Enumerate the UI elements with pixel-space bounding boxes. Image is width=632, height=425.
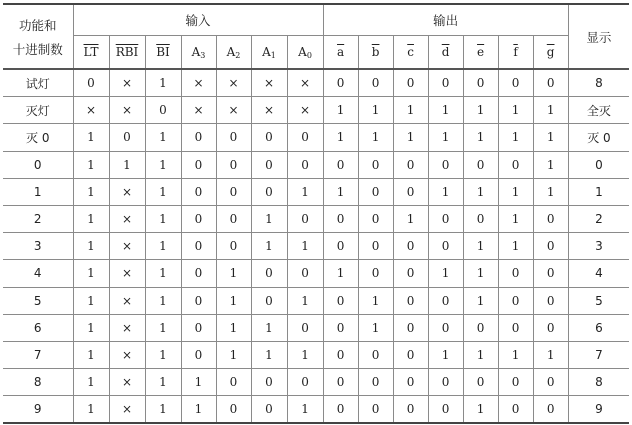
output-cell: 0: [533, 233, 568, 260]
output-cell: 1: [428, 260, 463, 287]
input-cell: 1: [251, 205, 287, 232]
input-cell: 1: [73, 314, 109, 341]
output-cell: 1: [463, 396, 498, 424]
input-cell: 1: [73, 178, 109, 205]
output-cell: 0: [358, 233, 393, 260]
output-signal-name: $\overline{b}$: [371, 45, 380, 59]
input-cell: ×: [73, 97, 109, 124]
input-group-header: 输入: [73, 4, 323, 36]
display-cell: 7: [568, 341, 629, 368]
input-cell: 0: [251, 124, 287, 151]
input-cell: 1: [287, 287, 323, 314]
function-header: [3, 4, 73, 69]
input-cell: ×: [109, 369, 145, 396]
output-cell: 0: [358, 341, 393, 368]
output-cell: 1: [533, 151, 568, 178]
display-cell: 5: [568, 287, 629, 314]
input-cell: 0: [287, 369, 323, 396]
display-cell: 8: [568, 369, 629, 396]
input-cell: 1: [181, 396, 216, 424]
input-cell: 0: [251, 287, 287, 314]
output-signal-header: [498, 36, 533, 70]
row-label: 9: [3, 396, 73, 424]
input-cell: 0: [145, 97, 181, 124]
output-cell: 0: [428, 287, 463, 314]
input-cell: 0: [181, 233, 216, 260]
display-cell: 4: [568, 260, 629, 287]
output-cell: 0: [428, 151, 463, 178]
output-cell: 0: [533, 314, 568, 341]
display-cell: 灭 0: [568, 124, 629, 151]
output-cell: 1: [393, 205, 428, 232]
display-cell: 全灭: [568, 97, 629, 124]
input-cell: 0: [216, 178, 251, 205]
output-cell: 0: [428, 396, 463, 424]
input-signal-subscript: 3: [200, 50, 206, 60]
row-label: 1: [3, 178, 73, 205]
input-cell: 0: [216, 151, 251, 178]
input-cell: 0: [287, 205, 323, 232]
output-cell: 1: [498, 124, 533, 151]
input-cell: 1: [287, 178, 323, 205]
output-cell: 1: [498, 97, 533, 124]
input-signal-name: $\overline{RBI}$: [115, 45, 139, 59]
output-cell: 1: [323, 260, 358, 287]
output-cell: 1: [463, 287, 498, 314]
output-cell: 1: [323, 124, 358, 151]
output-cell: 0: [428, 314, 463, 341]
input-signal-subscript: 1: [270, 50, 276, 60]
table-row: [3, 69, 629, 97]
input-cell: ×: [251, 69, 287, 97]
row-label: 灭灯: [3, 97, 73, 124]
display-cell: 2: [568, 205, 629, 232]
table-row: [3, 233, 629, 260]
input-cell: 1: [145, 205, 181, 232]
output-cell: 0: [393, 314, 428, 341]
output-group-header: 输出: [323, 4, 568, 36]
input-cell: 0: [181, 178, 216, 205]
input-signal-header: [109, 36, 145, 70]
input-cell: ×: [109, 233, 145, 260]
input-cell: 1: [73, 151, 109, 178]
input-cell: 1: [216, 287, 251, 314]
row-label: 5: [3, 287, 73, 314]
output-cell: 1: [463, 233, 498, 260]
output-cell: 0: [323, 233, 358, 260]
input-cell: 0: [251, 396, 287, 424]
input-signal-name: $\overline{BI}$: [156, 45, 170, 59]
output-cell: 0: [323, 396, 358, 424]
input-signal-name: A: [262, 44, 271, 59]
input-cell: 1: [145, 69, 181, 97]
output-cell: 0: [393, 341, 428, 368]
row-label: 0: [3, 151, 73, 178]
output-signal-name: $\overline{g}$: [546, 45, 555, 59]
display-cell: 3: [568, 233, 629, 260]
row-label: 3: [3, 233, 73, 260]
output-cell: 0: [498, 260, 533, 287]
input-signal-header: [251, 36, 287, 70]
input-cell: 1: [145, 260, 181, 287]
input-signal-header: [73, 36, 109, 70]
input-cell: ×: [109, 260, 145, 287]
input-cell: ×: [109, 205, 145, 232]
output-cell: 0: [358, 69, 393, 97]
output-cell: 0: [323, 69, 358, 97]
output-cell: 0: [533, 69, 568, 97]
input-cell: 1: [216, 260, 251, 287]
output-cell: 0: [533, 369, 568, 396]
input-signal-header: [216, 36, 251, 70]
input-cell: 1: [73, 205, 109, 232]
output-cell: 0: [533, 260, 568, 287]
table-row: [3, 178, 629, 205]
input-cell: 1: [73, 287, 109, 314]
output-cell: 1: [393, 124, 428, 151]
output-cell: 1: [533, 341, 568, 368]
row-label: 4: [3, 260, 73, 287]
input-cell: ×: [109, 69, 145, 97]
input-cell: 0: [251, 260, 287, 287]
input-cell: 0: [287, 124, 323, 151]
table-row: [3, 260, 629, 287]
output-cell: 0: [323, 287, 358, 314]
output-signal-name: $\overline{a}$: [337, 45, 345, 59]
output-cell: 0: [463, 369, 498, 396]
input-cell: 1: [73, 260, 109, 287]
input-cell: 0: [109, 124, 145, 151]
input-cell: 1: [145, 124, 181, 151]
input-signal-name: A: [298, 44, 307, 59]
input-cell: 1: [251, 341, 287, 368]
row-label: 灭 0: [3, 124, 73, 151]
output-cell: 0: [498, 369, 533, 396]
output-cell: 1: [323, 178, 358, 205]
output-signal-name: $\overline{d}$: [441, 45, 450, 59]
output-cell: 0: [498, 287, 533, 314]
output-cell: 0: [393, 396, 428, 424]
output-cell: 1: [463, 124, 498, 151]
output-cell: 1: [498, 178, 533, 205]
display-cell: 9: [568, 396, 629, 424]
output-cell: 0: [393, 151, 428, 178]
output-cell: 1: [358, 287, 393, 314]
input-cell: 1: [251, 233, 287, 260]
row-label: 试灯: [3, 69, 73, 97]
input-cell: 1: [216, 314, 251, 341]
output-cell: 0: [323, 369, 358, 396]
input-cell: 0: [181, 287, 216, 314]
input-cell: ×: [181, 69, 216, 97]
input-cell: 0: [287, 151, 323, 178]
display-cell: 8: [568, 69, 629, 97]
table-row: [3, 369, 629, 396]
output-cell: 1: [393, 97, 428, 124]
output-cell: 0: [323, 205, 358, 232]
input-cell: 1: [73, 369, 109, 396]
output-cell: 0: [498, 396, 533, 424]
input-cell: 0: [216, 205, 251, 232]
output-cell: 1: [358, 97, 393, 124]
output-cell: 0: [358, 205, 393, 232]
function-header-line2: 十进制数: [12, 41, 63, 57]
output-cell: 0: [358, 178, 393, 205]
input-cell: 0: [216, 369, 251, 396]
output-cell: 0: [428, 205, 463, 232]
output-cell: 0: [533, 205, 568, 232]
output-signal-name: $\overline{f}$: [513, 45, 518, 59]
output-cell: 1: [463, 341, 498, 368]
input-cell: ×: [109, 396, 145, 424]
input-cell: 1: [145, 314, 181, 341]
function-header-line1: 功能和: [18, 17, 57, 33]
input-cell: 0: [216, 396, 251, 424]
input-cell: 0: [287, 314, 323, 341]
output-cell: 0: [463, 314, 498, 341]
output-cell: 0: [498, 151, 533, 178]
input-signal-header: [181, 36, 216, 70]
output-cell: 1: [323, 97, 358, 124]
output-signal-name: $\overline{c}$: [407, 45, 414, 59]
output-cell: 1: [428, 341, 463, 368]
table-row: [3, 396, 629, 424]
output-cell: 0: [393, 369, 428, 396]
input-cell: 0: [216, 233, 251, 260]
input-cell: 1: [145, 396, 181, 424]
output-signal-header: [358, 36, 393, 70]
input-cell: 0: [287, 260, 323, 287]
output-cell: 1: [498, 341, 533, 368]
input-signal-header: [287, 36, 323, 70]
output-cell: 0: [393, 233, 428, 260]
input-cell: ×: [216, 97, 251, 124]
output-cell: 0: [428, 369, 463, 396]
display-cell: 6: [568, 314, 629, 341]
output-cell: 0: [393, 178, 428, 205]
input-cell: 1: [145, 178, 181, 205]
input-cell: 0: [216, 124, 251, 151]
input-cell: 0: [181, 124, 216, 151]
input-signal-name: A: [191, 44, 201, 59]
input-cell: ×: [251, 97, 287, 124]
output-cell: 0: [393, 260, 428, 287]
input-signal-name: A: [226, 44, 236, 59]
input-cell: 1: [287, 341, 323, 368]
input-signal-subscript: 2: [235, 50, 241, 60]
input-cell: 0: [181, 205, 216, 232]
output-signal-header: [323, 36, 358, 70]
input-cell: 0: [251, 369, 287, 396]
input-signal-subscript: 0: [306, 50, 312, 60]
output-cell: 0: [393, 287, 428, 314]
input-cell: 0: [251, 151, 287, 178]
row-label: 8: [3, 369, 73, 396]
input-cell: 1: [145, 369, 181, 396]
table-row: [3, 314, 629, 341]
table-row: [3, 97, 629, 124]
input-cell: 0: [181, 151, 216, 178]
output-cell: 0: [358, 260, 393, 287]
input-cell: ×: [181, 97, 216, 124]
input-cell: 0: [251, 178, 287, 205]
output-cell: 0: [463, 205, 498, 232]
input-cell: ×: [287, 97, 323, 124]
input-signal-name: $\overline{LT}$: [83, 45, 99, 59]
output-cell: 0: [428, 69, 463, 97]
input-signal-header: [145, 36, 181, 70]
output-cell: 1: [463, 97, 498, 124]
input-cell: 1: [109, 151, 145, 178]
table-row: [3, 151, 629, 178]
input-cell: 1: [216, 341, 251, 368]
output-cell: 1: [533, 124, 568, 151]
output-cell: 0: [358, 151, 393, 178]
input-cell: 1: [145, 151, 181, 178]
output-signal-header: [428, 36, 463, 70]
output-signal-header: [393, 36, 428, 70]
input-cell: ×: [216, 69, 251, 97]
output-cell: 0: [498, 69, 533, 97]
table-row: [3, 341, 629, 368]
output-cell: 1: [358, 124, 393, 151]
output-cell: 0: [393, 69, 428, 97]
output-cell: 1: [358, 314, 393, 341]
input-cell: ×: [109, 287, 145, 314]
input-cell: 1: [73, 124, 109, 151]
output-cell: 0: [358, 396, 393, 424]
output-cell: 1: [498, 205, 533, 232]
output-cell: 1: [463, 260, 498, 287]
display-header: 显示: [568, 4, 629, 69]
input-cell: 1: [73, 396, 109, 424]
input-cell: 1: [181, 369, 216, 396]
output-cell: 0: [463, 151, 498, 178]
truth-table-body: [3, 69, 629, 423]
display-cell: 0: [568, 151, 629, 178]
input-cell: ×: [109, 314, 145, 341]
output-cell: 1: [428, 124, 463, 151]
output-cell: 1: [428, 178, 463, 205]
output-cell: 1: [498, 233, 533, 260]
table-row: [3, 287, 629, 314]
input-cell: 1: [145, 287, 181, 314]
output-signal-header: [463, 36, 498, 70]
table-row: [3, 205, 629, 232]
input-cell: ×: [109, 178, 145, 205]
output-cell: 1: [428, 97, 463, 124]
input-cell: 1: [145, 233, 181, 260]
input-cell: 1: [73, 341, 109, 368]
input-cell: ×: [109, 97, 145, 124]
output-cell: 1: [533, 178, 568, 205]
output-cell: 0: [323, 151, 358, 178]
row-label: 2: [3, 205, 73, 232]
output-cell: 1: [463, 178, 498, 205]
output-cell: 0: [463, 69, 498, 97]
input-cell: 0: [181, 314, 216, 341]
input-cell: 0: [181, 260, 216, 287]
input-cell: ×: [109, 341, 145, 368]
input-cell: 0: [73, 69, 109, 97]
output-cell: 0: [533, 396, 568, 424]
input-cell: 0: [181, 341, 216, 368]
input-cell: 1: [251, 314, 287, 341]
output-cell: 1: [533, 97, 568, 124]
input-cell: 1: [145, 341, 181, 368]
display-cell: 1: [568, 178, 629, 205]
input-cell: 1: [73, 233, 109, 260]
output-cell: 0: [428, 233, 463, 260]
output-signal-name: $\overline{e}$: [477, 45, 485, 59]
input-cell: 1: [287, 233, 323, 260]
table-row: [3, 124, 629, 151]
output-cell: 0: [323, 314, 358, 341]
output-cell: 0: [498, 314, 533, 341]
output-cell: 0: [358, 369, 393, 396]
output-signal-header: [533, 36, 568, 70]
input-cell: 1: [287, 396, 323, 424]
row-label: 7: [3, 341, 73, 368]
signal-header-row: [3, 36, 629, 70]
truth-table: [3, 3, 629, 424]
input-cell: ×: [287, 69, 323, 97]
output-cell: 0: [323, 341, 358, 368]
output-cell: 0: [533, 287, 568, 314]
row-label: 6: [3, 314, 73, 341]
